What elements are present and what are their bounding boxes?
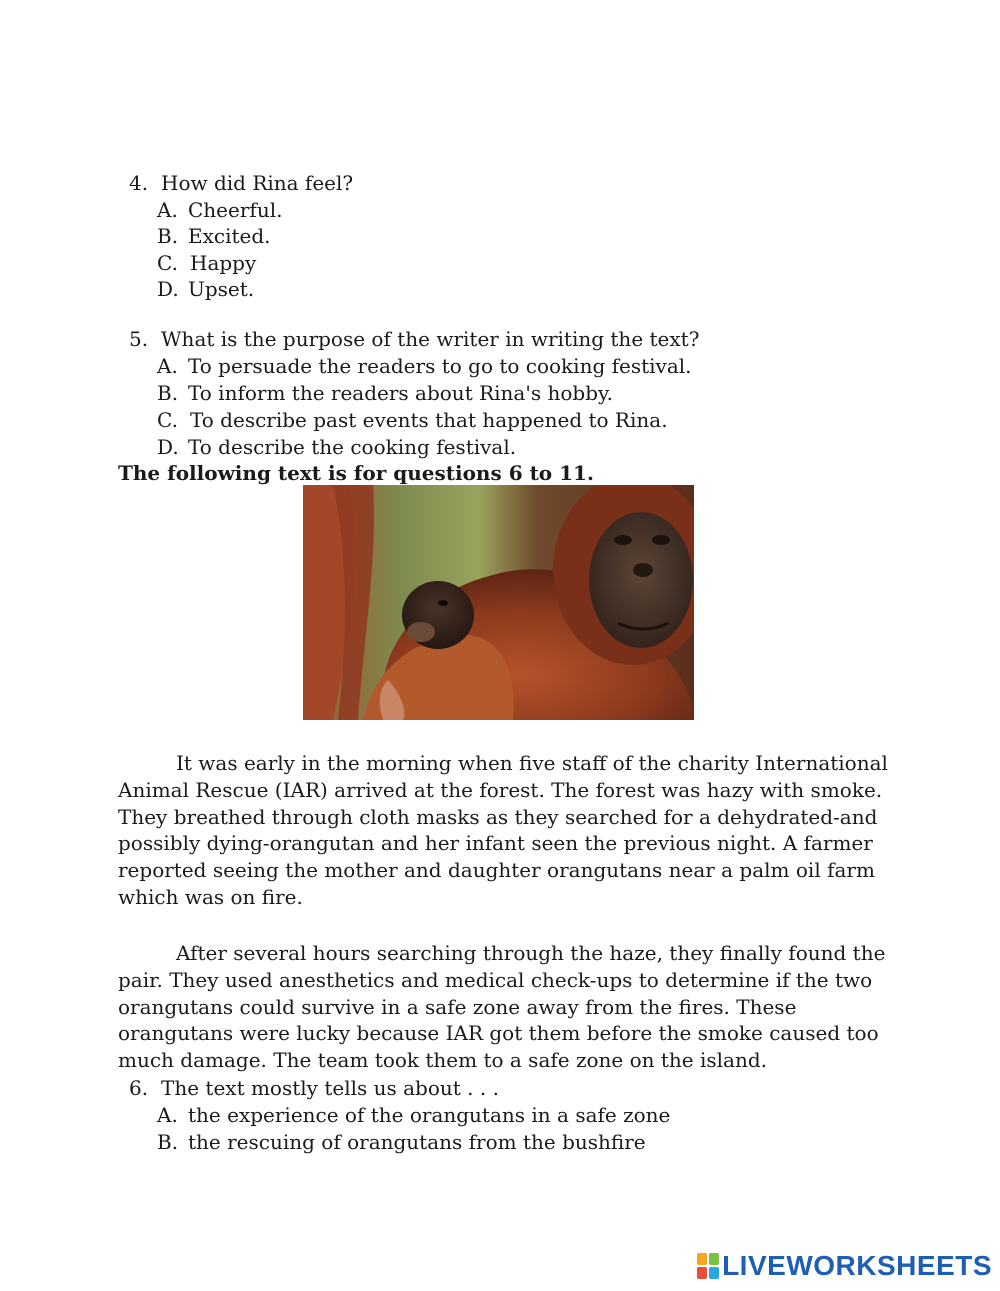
option-text: To describe the cooking festival. (188, 435, 517, 459)
option-letter: D. (157, 435, 179, 459)
question-text: How did Rina feel? (161, 171, 354, 195)
option-text: the experience of the orangutans in a safe zone (188, 1103, 671, 1127)
option-text: Happy (190, 251, 257, 275)
passage-paragraph-1: It was early in the morning when five staff of the charity International Animal Rescue (IAR) arrived at the forest. The forest was hazy with smoke. They breathed through cloth masks as they searched for a dehydrated-and possibly dying-orangutan and her infant seen the previous night. A farmer reported seeing the mother and daughter orangutans near a palm oil farm which was on fire. (118, 751, 888, 909)
question-number: 4. (129, 171, 149, 195)
option-letter: D. (157, 277, 179, 301)
option-text: To persuade the readers to go to cooking festival. (188, 354, 692, 378)
question-number: 6. (129, 1076, 149, 1100)
option-letter: A. (157, 1103, 178, 1127)
option-letter: B. (157, 1130, 179, 1154)
option-text: Cheerful. (188, 198, 283, 222)
question-text: What is the purpose of the writer in writing the text? (161, 327, 700, 351)
logo-icon (697, 1253, 719, 1279)
section-heading: The following text is for questions 6 to 11. (118, 461, 594, 485)
option-letter: B. (157, 224, 179, 248)
option-text: To describe past events that happened to Rina. (190, 408, 668, 432)
option-letter: C. (157, 408, 178, 432)
question-number: 5. (129, 327, 149, 351)
logo-text: LIVEWORKSHEETS (722, 1250, 992, 1281)
option-text: Excited. (188, 224, 271, 248)
passage-paragraph-2: After several hours searching through the haze, they finally found the pair. They used anesthetics and medical check-ups to determine if the two orangutans could survive in a safe zone away from the fires. These orangutans were lucky because IAR got them before the smoke caused too much damage. The team took them to a safe zone on the island. (118, 941, 886, 1073)
orangutan-photo (303, 485, 694, 720)
option-letter: A. (157, 198, 178, 222)
option-text: To inform the readers about Rina's hobby. (188, 381, 613, 405)
option-letter: C. (157, 251, 178, 275)
option-text: Upset. (188, 277, 255, 301)
liveworksheets-logo (697, 1249, 992, 1283)
option-letter: A. (157, 354, 178, 378)
option-letter: B. (157, 381, 179, 405)
option-text: the rescuing of orangutans from the bushfire (188, 1130, 646, 1154)
question-text: The text mostly tells us about . . . (161, 1076, 499, 1100)
